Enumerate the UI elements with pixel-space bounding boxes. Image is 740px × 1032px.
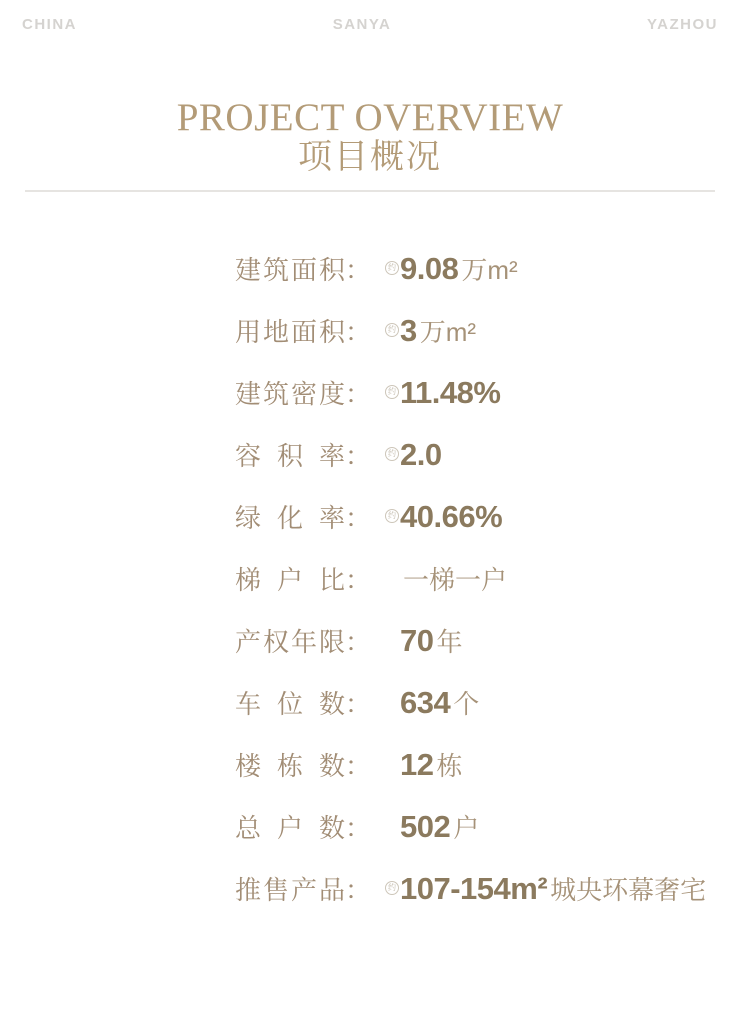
spec-colon: ： <box>345 875 372 905</box>
spec-colon: ： <box>345 813 372 843</box>
approx-circle-icon: 约 <box>385 261 399 275</box>
spec-value <box>385 560 507 597</box>
spec-value-number: 107-154m² <box>400 871 548 906</box>
spec-value <box>385 499 502 535</box>
spec-value <box>385 312 476 349</box>
spec-colon: ： <box>345 565 372 595</box>
approx-circle-icon: 约 <box>385 323 399 337</box>
approx-circle-icon: 约 <box>385 509 399 523</box>
spec-value-number: 12 <box>400 747 434 782</box>
spec-label: 产 权 年 限 <box>235 627 345 657</box>
spec-label: 绿 化 率 <box>235 503 345 533</box>
approx-circle-icon: 约 <box>385 447 399 461</box>
spec-colon: ： <box>345 317 372 347</box>
spec-row-building-area <box>235 250 720 284</box>
spec-value-unit: 栋 <box>436 751 463 781</box>
spec-value-unit: 一梯一户 <box>403 565 508 595</box>
spec-value-number: 11.48% <box>400 375 501 410</box>
approx-circle-icon: 约 <box>385 881 399 895</box>
title-block <box>0 98 740 175</box>
spec-label: 梯 户 比 <box>235 565 345 595</box>
spec-label: 容 积 率 <box>235 441 345 471</box>
spec-row-products-for-sale <box>235 870 720 904</box>
spec-colon: ： <box>345 503 372 533</box>
spec-value-unit: 万m² <box>419 317 477 347</box>
spec-label: 总 户 数 <box>235 813 345 843</box>
spec-value <box>385 808 479 845</box>
spec-value <box>385 684 479 721</box>
spec-value-number: 70 <box>400 623 434 658</box>
spec-row-parking-count <box>235 684 720 718</box>
header-district-label: YAZHOU <box>647 16 718 33</box>
spec-value-unit: 个 <box>453 689 480 719</box>
spec-value-unit: 城央环幕奢宅 <box>550 875 707 905</box>
spec-colon: ： <box>345 689 372 719</box>
divider <box>25 190 715 192</box>
spec-value <box>385 870 706 907</box>
spec-row-land-area <box>235 312 720 346</box>
header-country-label: CHINA <box>22 16 77 33</box>
spec-value <box>385 375 500 411</box>
spec-colon: ： <box>345 627 372 657</box>
spec-colon: ： <box>345 441 372 471</box>
spec-value-number: 634 <box>400 685 451 720</box>
spec-value-number: 9.08 <box>400 251 459 286</box>
spec-value-unit: 万m² <box>461 255 518 285</box>
page-title: PROJECT OVERVIEW <box>176 96 564 139</box>
spec-list <box>235 250 720 932</box>
spec-value <box>385 437 442 473</box>
spec-value-number: 2.0 <box>400 437 442 472</box>
spec-row-building-count <box>235 746 720 780</box>
spec-row-elevator-ratio <box>235 560 720 594</box>
spec-label: 建 筑 密 度 <box>235 379 345 409</box>
spec-value <box>385 746 463 783</box>
spec-label: 推 售 产 品 <box>235 875 345 905</box>
spec-value-number: 502 <box>400 809 451 844</box>
header-city-label: SANYA <box>332 16 392 33</box>
spec-colon: ： <box>345 379 372 409</box>
spec-colon: ： <box>345 751 372 781</box>
spec-value-unit: 户 <box>453 813 480 843</box>
top-header <box>22 16 718 33</box>
spec-label: 车 位 数 <box>235 689 345 719</box>
spec-value-unit: 年 <box>436 627 463 657</box>
spec-row-plot-ratio <box>235 436 720 470</box>
spec-row-property-years <box>235 622 720 656</box>
spec-label: 楼 栋 数 <box>235 751 345 781</box>
approx-circle-icon: 约 <box>385 385 399 399</box>
spec-value <box>385 622 463 659</box>
spec-row-household-count <box>235 808 720 842</box>
spec-row-building-density <box>235 374 720 408</box>
spec-row-greening-rate <box>235 498 720 532</box>
spec-label: 用 地 面 积 <box>235 317 345 347</box>
spec-value-number: 3 <box>400 313 417 348</box>
spec-value-number: 40.66% <box>400 499 503 534</box>
spec-colon: ： <box>345 255 372 285</box>
spec-label: 建 筑 面 积 <box>235 255 345 285</box>
page-subtitle: 项目概况 <box>298 139 442 176</box>
spec-value <box>385 250 518 287</box>
